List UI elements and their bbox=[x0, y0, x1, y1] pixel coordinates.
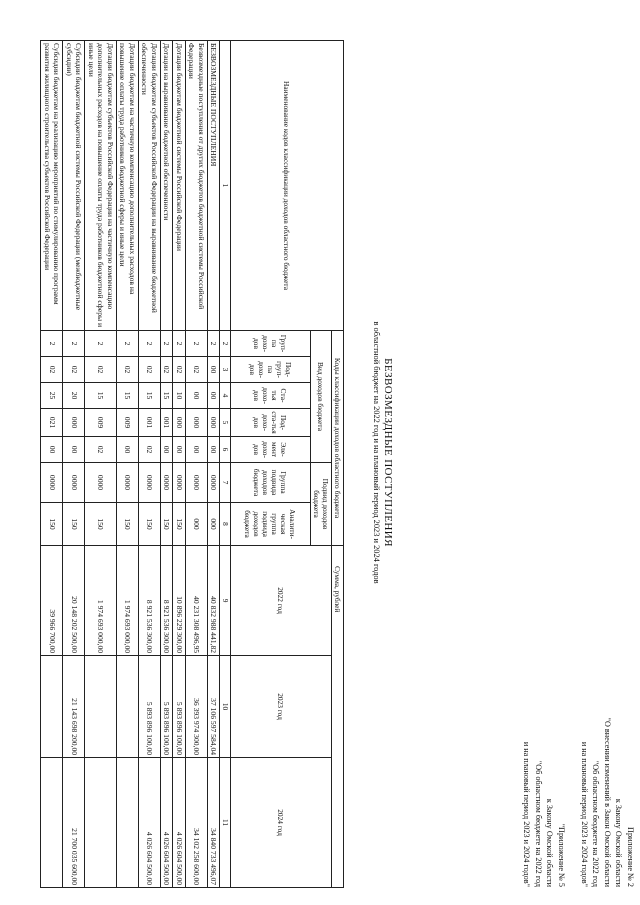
row-amount-2022: 1 974 693 000,00 bbox=[85, 546, 117, 656]
header-subtype-group: Группа подвида доходов бюджета bbox=[231, 463, 311, 503]
row-code: 00 bbox=[117, 437, 139, 463]
row-name: Дотации бюджетам бюджетной системы Российской Федерации bbox=[173, 41, 186, 331]
row-amount-2022: 8 921 536 300,00 bbox=[139, 546, 161, 656]
row-amount-2022: 8 921 536 300,00 bbox=[161, 546, 174, 656]
column-number: 5 bbox=[220, 409, 231, 437]
row-amount-2024: 4 026 604 500,00 bbox=[161, 758, 174, 888]
row-amount-2023 bbox=[117, 656, 139, 758]
row-code: 021 bbox=[41, 409, 63, 437]
column-number: 11 bbox=[220, 758, 231, 888]
row-code: 2 bbox=[41, 331, 63, 357]
row-code: 000 bbox=[173, 409, 186, 437]
row-code: 00 bbox=[208, 437, 221, 463]
row-amount-2024: 34 102 258 600,00 bbox=[186, 758, 208, 888]
row-code: 02 bbox=[85, 437, 117, 463]
column-number-row bbox=[220, 41, 231, 888]
header-analytic-group: Аналити-ческая группа подвида доходов бюджета bbox=[231, 503, 311, 546]
header-podvid: Подвид доходов бюджета bbox=[311, 463, 332, 546]
row-code: 10 bbox=[173, 383, 186, 409]
appendix-line: "Об областном бюджете на 2022 год bbox=[591, 760, 601, 887]
column-number: 3 bbox=[220, 357, 231, 383]
row-code: 001 bbox=[161, 409, 174, 437]
header-2024: 2024 год bbox=[231, 758, 332, 888]
row-code: 0000 bbox=[63, 463, 85, 503]
row-code: 0000 bbox=[161, 463, 174, 503]
row-amount-2023: 5 893 896 100,00 bbox=[173, 656, 186, 758]
row-amount-2022: 20 148 202 500,00 bbox=[63, 546, 85, 656]
row-code: 25 bbox=[41, 383, 63, 409]
row-name: Субсидии бюджетам на реализацию мероприятий по стимулированию программ развития жилищного строительства субъектов Российской Федерации bbox=[41, 41, 63, 331]
document-title: БЕЗВОЗМЕЗДНЫЕ ПОСТУПЛЕНИЯ bbox=[382, 358, 394, 547]
document-subtitle: в областной бюджет на 2022 год и на плановый период 2023 и 2024 годов bbox=[372, 321, 381, 584]
row-code: 150 bbox=[161, 503, 174, 546]
row-code: 001 bbox=[139, 409, 161, 437]
row-name: Дотации бюджетам на частичную компенсацию дополнительных расходов на повышение оплаты труда работников бюджетной сферы и иные цели bbox=[117, 41, 139, 331]
row-code: 0000 bbox=[117, 463, 139, 503]
row-amount-2023: 36 393 974 300,00 bbox=[186, 656, 208, 758]
row-code: 2 bbox=[63, 331, 85, 357]
row-amount-2023 bbox=[41, 656, 63, 758]
row-code: 000 bbox=[63, 409, 85, 437]
appendix-line: "Приложение № 5 bbox=[557, 823, 566, 887]
row-code: 150 bbox=[139, 503, 161, 546]
table-row bbox=[85, 41, 117, 888]
row-code: 02 bbox=[161, 357, 174, 383]
header-element: Эле-мент дохо-дов bbox=[231, 437, 311, 463]
header-subgroup: Под-груп-па дохо-дов bbox=[231, 357, 311, 383]
row-code: 15 bbox=[85, 383, 117, 409]
appendix-line: к Закону Омской области bbox=[614, 798, 624, 887]
row-code: 02 bbox=[41, 357, 63, 383]
row-code: 2 bbox=[161, 331, 174, 357]
row-code: 150 bbox=[41, 503, 63, 546]
row-code: 2 bbox=[139, 331, 161, 357]
row-name: Субсидии бюджетам бюджетной системы Российской Федерации (межбюджетные субсидии) bbox=[63, 41, 85, 331]
table-row bbox=[139, 41, 161, 888]
column-number: 1 bbox=[220, 41, 231, 331]
row-code: 0000 bbox=[85, 463, 117, 503]
row-code: 150 bbox=[117, 503, 139, 546]
row-code: 0000 bbox=[41, 463, 63, 503]
table-row bbox=[117, 41, 139, 888]
header-name: Наименование кодов классификации доходов областного бюджета bbox=[231, 41, 344, 331]
row-amount-2024 bbox=[85, 758, 117, 888]
row-amount-2022: 40 231 308 496,95 bbox=[186, 546, 208, 656]
row-code: 02 bbox=[139, 437, 161, 463]
row-code: 00 bbox=[41, 437, 63, 463]
row-amount-2024: 34 840 733 496,07 bbox=[208, 758, 221, 888]
row-code: 000 bbox=[208, 503, 221, 546]
row-code: 2 bbox=[173, 331, 186, 357]
appendix-line: и на плановый период 2023 и 2024 годов" bbox=[522, 741, 532, 887]
document-title-block bbox=[372, 0, 394, 905]
row-code: 0000 bbox=[139, 463, 161, 503]
header-subarticle: Под-ста-тья дохо-дов bbox=[231, 409, 311, 437]
appendix-line: и на плановый период 2023 и 2024 годов" bbox=[580, 741, 589, 887]
row-name: БЕЗВОЗМЕЗДНЫЕ ПОСТУПЛЕНИЯ bbox=[208, 41, 221, 331]
row-code: 000 bbox=[186, 503, 208, 546]
revenue-table bbox=[41, 40, 345, 888]
row-amount-2024: 4 026 604 500,00 bbox=[173, 758, 186, 888]
row-code: 0000 bbox=[208, 463, 221, 503]
row-name: Дотации бюджетам субъектов Российской Федерации на частичную компенсацию дополнительных расходов на повышение оплаты труда работников бюджетной сферы и иные цели bbox=[85, 41, 117, 331]
row-amount-2023: 5 893 896 100,00 bbox=[161, 656, 174, 758]
row-code: 00 bbox=[161, 437, 174, 463]
header-2022: 2022 год bbox=[231, 546, 332, 656]
appendix-line: "О внесении изменений в Закон Омской области bbox=[603, 717, 612, 887]
row-code: 2 bbox=[208, 331, 221, 357]
row-code: 000 bbox=[186, 409, 208, 437]
row-code: 02 bbox=[139, 357, 161, 383]
table-row bbox=[208, 41, 221, 888]
table-row bbox=[186, 41, 208, 888]
row-code: 02 bbox=[63, 357, 85, 383]
row-name: Дотации на выравнивание бюджетной обеспеченности bbox=[161, 41, 174, 331]
column-number: 6 bbox=[220, 437, 231, 463]
row-code: 00 bbox=[186, 437, 208, 463]
row-code: 0000 bbox=[173, 463, 186, 503]
row-code: 15 bbox=[117, 383, 139, 409]
row-amount-2023: 21 143 698 200,00 bbox=[63, 656, 85, 758]
row-amount-2024 bbox=[117, 758, 139, 888]
row-code: 00 bbox=[173, 437, 186, 463]
row-code: 0000 bbox=[186, 463, 208, 503]
appendix-line: к Закону Омской области bbox=[545, 798, 555, 887]
header-codes: Коды классификации доходов областного бюджета bbox=[332, 331, 344, 546]
header-article: Ста-тья дохо-дов bbox=[231, 383, 311, 409]
sub-appendix-header bbox=[521, 742, 567, 887]
row-code: 00 bbox=[186, 383, 208, 409]
row-name: Дотации бюджетам субъектов Российской Федерации на выравнивание бюджетной обеспеченности bbox=[139, 41, 161, 331]
table-row bbox=[161, 41, 174, 888]
row-amount-2024 bbox=[41, 758, 63, 888]
row-code: 009 bbox=[117, 409, 139, 437]
row-code: 20 bbox=[63, 383, 85, 409]
row-amount-2022: 40 832 988 441,82 bbox=[208, 546, 221, 656]
row-code: 00 bbox=[63, 437, 85, 463]
row-code: 15 bbox=[139, 383, 161, 409]
row-code: 150 bbox=[63, 503, 85, 546]
header-group: Груп-па дохо-дов bbox=[231, 331, 311, 357]
row-code: 02 bbox=[186, 357, 208, 383]
table-row bbox=[173, 41, 186, 888]
column-number: 9 bbox=[220, 546, 231, 656]
table-row bbox=[41, 41, 63, 888]
appendix-header bbox=[579, 718, 637, 887]
row-amount-2023: 5 893 896 100,00 bbox=[139, 656, 161, 758]
row-code: 15 bbox=[161, 383, 174, 409]
column-number: 7 bbox=[220, 463, 231, 503]
row-code: 000 bbox=[208, 409, 221, 437]
row-amount-2023: 37 106 597 584,04 bbox=[208, 656, 221, 758]
row-code: 009 bbox=[85, 409, 117, 437]
column-number: 8 bbox=[220, 503, 231, 546]
row-code: 00 bbox=[208, 383, 221, 409]
table-row bbox=[63, 41, 85, 888]
appendix-line: "Об областном бюджете на 2022 год bbox=[534, 760, 543, 887]
header-2023: 2023 год bbox=[231, 656, 332, 758]
row-name: Безвозмездные поступления от других бюджетов бюджетной системы Российской Федерации bbox=[186, 41, 208, 331]
row-code: 150 bbox=[173, 503, 186, 546]
row-code: 02 bbox=[173, 357, 186, 383]
column-number: 4 bbox=[220, 383, 231, 409]
row-code: 2 bbox=[186, 331, 208, 357]
column-number: 10 bbox=[220, 656, 231, 758]
row-code: 2 bbox=[85, 331, 117, 357]
row-amount-2022: 39 966 700,00 bbox=[41, 546, 63, 656]
revenue-rows bbox=[41, 41, 220, 888]
row-amount-2024: 21 700 035 600,00 bbox=[63, 758, 85, 888]
header-vid: Вид доходов бюджета bbox=[311, 331, 332, 463]
appendix-line: Приложение № 2 bbox=[626, 827, 635, 887]
row-amount-2022: 1 974 693 000,00 bbox=[117, 546, 139, 656]
row-code: 150 bbox=[85, 503, 117, 546]
header-sum: Сумма, рублей bbox=[332, 546, 344, 888]
row-amount-2022: 10 896 229 300,00 bbox=[173, 546, 186, 656]
column-number: 2 bbox=[220, 331, 231, 357]
row-amount-2023 bbox=[85, 656, 117, 758]
row-code: 00 bbox=[208, 357, 221, 383]
row-code: 02 bbox=[117, 357, 139, 383]
row-code: 2 bbox=[117, 331, 139, 357]
row-amount-2024: 4 026 604 500,00 bbox=[139, 758, 161, 888]
row-code: 02 bbox=[85, 357, 117, 383]
